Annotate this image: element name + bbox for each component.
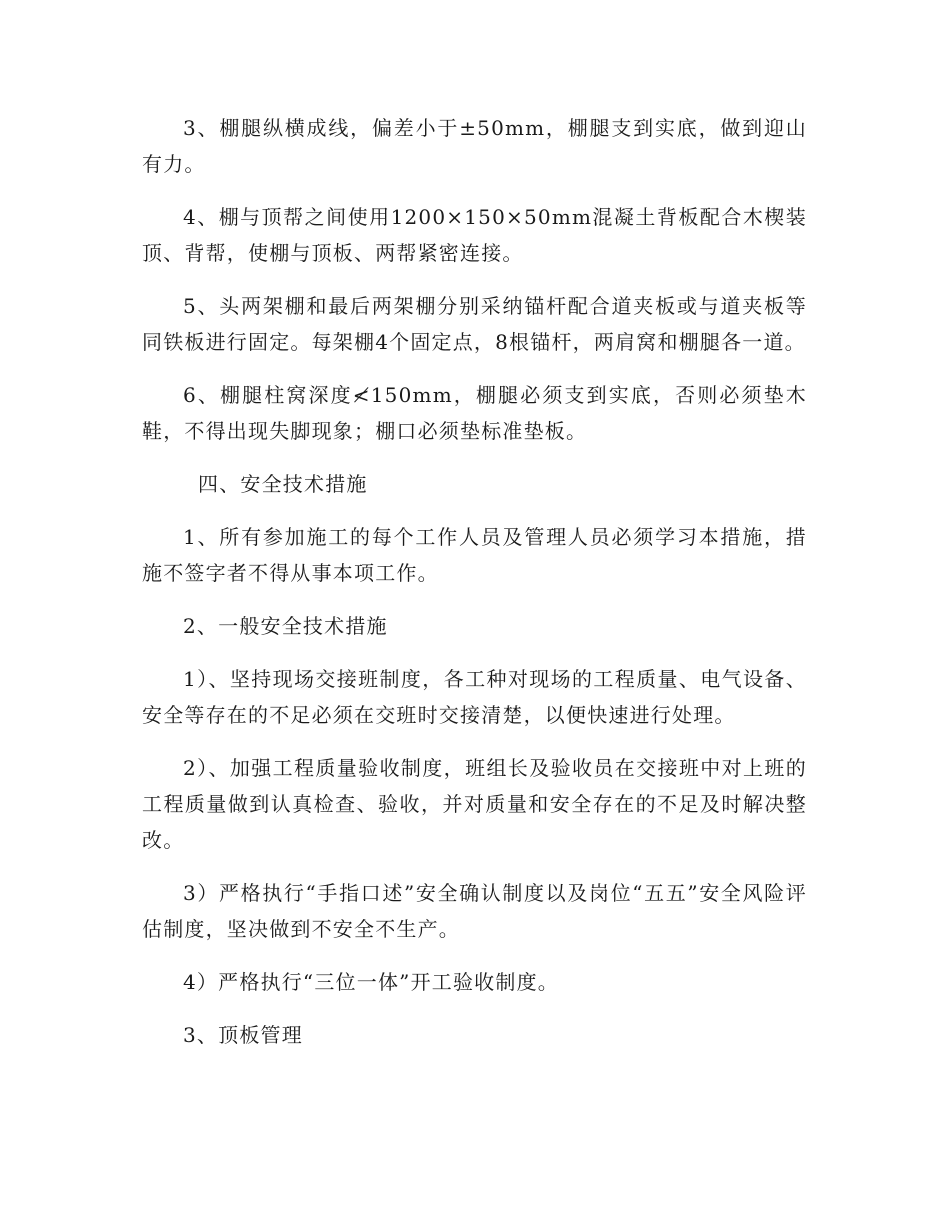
paragraph-general-2-quality-acceptance: 2）、加强工程质量验收制度，班组长及验收员在交接班中对上班的工程质量做到认真检查、验收，并对质量和安全存在的不足及时解决整改。 xyxy=(142,756,807,852)
paragraph-safety-3-roof-management: 3、顶板管理 xyxy=(183,1023,303,1047)
section-heading-safety-measures: 四、安全技术措施 xyxy=(198,472,368,496)
paragraph-safety-1-training: 1、所有参加施工的每个工作人员及管理人员必须学习本措施，措施不签字者不得从事本项工作。 xyxy=(142,525,807,585)
paragraph-item-5-anchor-fixing: 5、头两架棚和最后两架棚分别采纳锚杆配合道夹板或与道夹板等同铁板进行固定。每架棚4个固定点，8根锚杆，两肩窝和棚腿各一道。 xyxy=(142,294,807,354)
paragraph-item-3-shed-legs: 3、棚腿纵横成线，偏差小于±50mm，棚腿支到实底，做到迎山有力。 xyxy=(142,116,807,176)
paragraph-general-1-shift-handover: 1）、坚持现场交接班制度，各工种对现场的工程质量、电气设备、安全等存在的不足必须在交班时交接清楚，以便快速进行处理。 xyxy=(142,667,807,727)
paragraph-general-3-confirmation: 3）严格执行“手指口述”安全确认制度以及岗位“五五”安全风险评估制度，坚决做到不安全不生产。 xyxy=(142,881,807,941)
paragraph-item-4-backing-boards: 4、棚与顶帮之间使用1200×150×50mm混凝土背板配合木楔装顶、背帮，使棚与顶板、两帮紧密连接。 xyxy=(142,205,807,265)
paragraph-item-6-leg-sockets: 6、棚腿柱窝深度≮150mm，棚腿必须支到实底，否则必须垫木鞋，不得出现失脚现象；棚口必须垫标准垫板。 xyxy=(142,383,807,443)
document-body xyxy=(142,110,807,1070)
paragraph-safety-2-general: 2、一般安全技术措施 xyxy=(183,614,388,638)
paragraph-general-4-start-acceptance: 4）严格执行“三位一体”开工验收制度。 xyxy=(183,970,559,994)
